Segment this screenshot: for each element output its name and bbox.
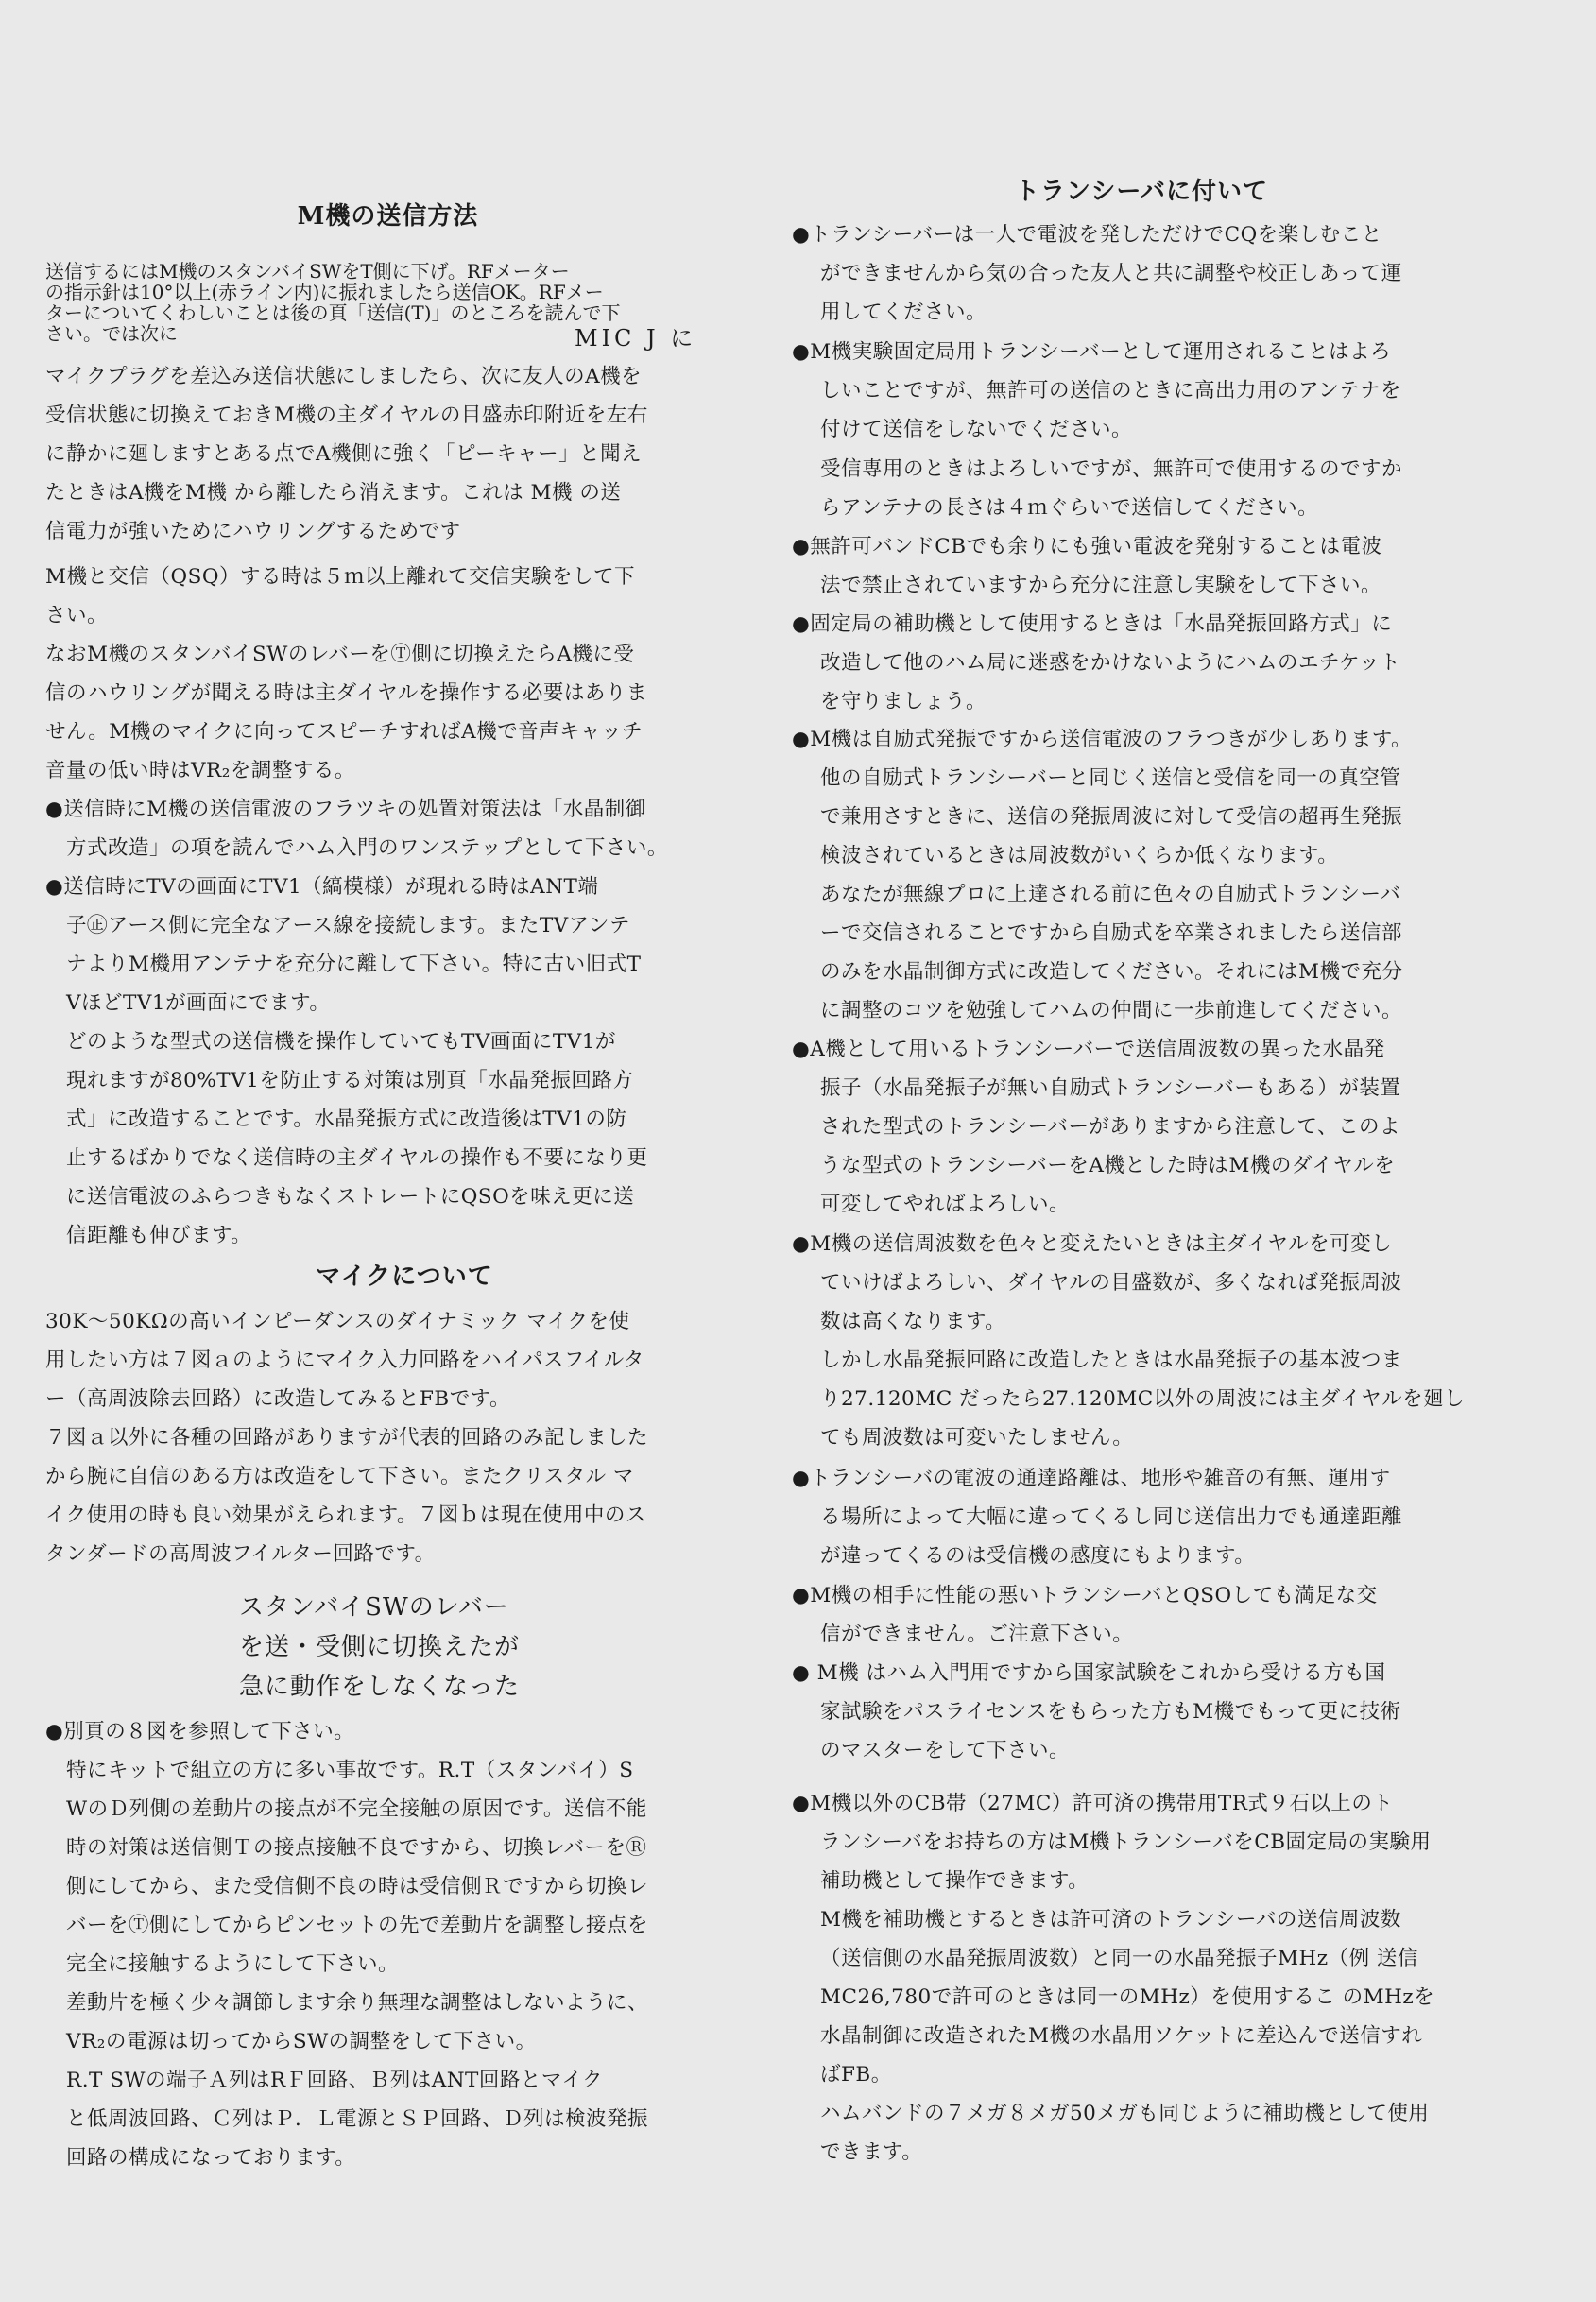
text-line: バーをⓉ側にしてからピンセットの先で差動片を調整し接点を <box>66 1914 649 1937</box>
bullet-fixed-station <box>792 333 1491 449</box>
text-line: 数は高くなります。 <box>820 1310 1006 1333</box>
text-line: ●トランシーバの電波の通達路離は、地形や雑音の有無、運用す <box>792 1467 1391 1490</box>
text-line: 特にキットで組立の方に多い事故です。R.T（スタンバイ）S <box>66 1759 634 1782</box>
text-line: ●M機は自励式発振ですから送信電波のフラつきが少しあります。 <box>792 728 1413 751</box>
text-line: 用したい方は７図ａのようにマイク入力回路をハイパスフイルタ <box>45 1349 644 1372</box>
text-line: で兼用さすときに、送信の発振周波に対して受信の超再生発振 <box>820 805 1403 829</box>
text-line: せん。M機のマイクに向ってスピーチすればA機で音声キャッチ <box>45 720 644 744</box>
text-line: の指示針は10°以上(赤ライン内)に振れましたら送信OK。RFメー <box>45 282 604 302</box>
bullet-range <box>792 1459 1491 1575</box>
text-line: 付けて送信をしないでください。 <box>820 418 1133 441</box>
text-line: 現れますが80%TV1を防止する対策は別頁「水晶発振回路方 <box>66 1069 634 1092</box>
text-line: る場所によって大幅に違ってくるし同じ送信出力でも通達距離 <box>820 1505 1403 1529</box>
text-line: 信のハウリングが聞える時は主ダイヤルを操作する必要はありま <box>45 681 647 705</box>
text-line: VR₂の電源は切ってからSWの調整をして下さい。 <box>66 2030 537 2053</box>
text-line: 他の自励式トランシーバーと同じく送信と受信を同一の真空管 <box>820 766 1401 790</box>
text-line: なおM機のスタンバイSWのレバーをⓉ側に切換えたらA機に受 <box>45 643 635 666</box>
text-line: 受信状態に切換えておきM機の主ダイヤルの目盛赤印附近を左右 <box>45 404 648 427</box>
text-line: ●M機実験固定局用トランシーバーとして運用されることはよろ <box>792 340 1392 364</box>
text-line: ランシーバをお持ちの方はM機トランシーバをCB固定局の実験用 <box>820 1830 1432 1854</box>
bullet-ham-entry <box>792 1654 1491 1770</box>
text-line: 差動片を極く少々調節します余り無理な調整はしないように、 <box>66 1991 649 2015</box>
text-line: ー（高周波除去回路）に改造してみるとFBです。 <box>45 1387 510 1411</box>
text-line: ハムバンドの７メガ８メガ50メガも同じように補助機として使用 <box>820 2102 1430 2125</box>
text-line: ●送信時にTVの画面にTV1（縞模様）が現れる時はANT端 <box>45 875 599 899</box>
text-line: 完全に接触するようにして下さい。 <box>66 1952 400 1976</box>
text-line: ●トランシーバーは一人で電波を発しただけでCQを楽しむこと <box>792 223 1382 247</box>
text-line: ーで交信されることですから自励式を卒業されましたら送信部 <box>820 921 1403 945</box>
heading-line: スタンバイSWのレバー <box>239 1593 509 1622</box>
text-line: 受信専用のときはよろしいですが、無許可で使用するのですか <box>820 457 1403 481</box>
text-line: から腕に自信のある方は改造をして下さい。またクリスタル マ <box>45 1465 634 1488</box>
text-line: ●M機以外のCB帯（27MC）許可済の携帯用TR式９石以上のト <box>792 1792 1394 1815</box>
text-line: 回路の構成になっております。 <box>66 2146 356 2170</box>
paragraph-switch-fix <box>45 1712 730 2177</box>
text-line: さい。 <box>45 604 109 627</box>
text-line: ●M機の送信周波数を色々と変えたいときは主ダイヤルを可変し <box>792 1232 1393 1256</box>
text-line: ナよりM機用アンテナを充分に離して下さい。特に古い旧式T <box>66 953 642 976</box>
text-line: 30K〜50KΩの高いインピーダンスのダイナミック マイクを使 <box>45 1310 630 1333</box>
bullet-tvi <box>45 868 730 1255</box>
text-line: 可変してやればよろしい。 <box>820 1193 1071 1216</box>
text-line: 止するばかりでなく送信時の主ダイヤルの操作も不要になり更 <box>66 1146 648 1170</box>
paragraph-crystal-upgrade <box>792 875 1491 1030</box>
section-heading-transceiver: トランシーバに付いて <box>1014 178 1269 206</box>
text-line: 信ができません。ご注意下さい。 <box>820 1623 1134 1646</box>
text-line: 信距離も伸びます。 <box>66 1224 252 1247</box>
text-line: に送信電波のふらつきもなくストレートにQSOを味え更に送 <box>66 1185 635 1209</box>
text-line: 送信するにはM機のスタンバイSWをT側に下げ。RFメーター <box>45 261 570 282</box>
text-line: さい。では次に <box>45 323 178 344</box>
text-line: が違ってくるのは受信機の感度にもよります。 <box>820 1544 1256 1568</box>
text-line: された型式のトランシーバーがありますから注意して、このよ <box>820 1115 1400 1139</box>
heading-line: 急に動作をしなくなった <box>239 1673 521 1701</box>
text-line: MC26,780で許可のときは同一のMHz）を使用するこ のMHzを <box>820 1985 1435 2009</box>
text-line: 検波されているときは周波数がいくらか低くなります。 <box>820 844 1339 868</box>
text-line: ●固定局の補助機として使用するときは「水晶発振回路方式」に <box>792 612 1393 636</box>
paragraph-standby-switch <box>45 635 730 790</box>
text-line: VほどTV1が画面にでます。 <box>66 991 331 1015</box>
text-line: のマスターをして下さい。 <box>820 1739 1071 1762</box>
text-line: ● M機 はハム入門用ですから国家試験をこれから受ける方も国 <box>792 1661 1386 1685</box>
text-line: うな型式のトランシーバーをA機とした時はM機のダイヤルを <box>820 1154 1396 1177</box>
text-line: マイクプラグを差込み送信状態にしましたら、次に友人のA機を <box>45 365 643 388</box>
heading-line: を送・受側に切換えたが <box>239 1633 521 1661</box>
text-line: ●別頁の８図を参照して下さい。 <box>45 1720 355 1744</box>
text-line: ができませんから気の合った友人と共に調整や校正しあって運 <box>820 262 1402 285</box>
text-line: 音量の低い時はVR₂を調整する。 <box>45 759 355 782</box>
bullet-auxiliary-etiquette <box>792 605 1491 721</box>
text-line: り27.120MC だったら27.120MC以外の周波には主ダイヤルを廻し <box>820 1387 1466 1411</box>
text-line: （送信側の水晶発振周波数）と同一の水晶発振子MHz（例 送信 <box>820 1947 1418 1970</box>
mic-j-label: MIC J に <box>575 325 697 352</box>
text-line: のみを水晶制御方式に改造してください。それにはM機で充分 <box>820 960 1403 984</box>
text-line: できます。 <box>820 2140 923 2164</box>
text-line: ても周波数は可変いたしません。 <box>820 1426 1134 1450</box>
text-line: 子㊣アース側に完全なアース線を接続します。またTVアンテ <box>66 914 630 937</box>
bullet-self-excited <box>792 720 1491 875</box>
text-line: 式」に改造することです。水晶発振方式に改造後はTV1の防 <box>66 1108 627 1131</box>
text-line: に静かに廻しますとある点でA機側に強く「ピーキャー」と聞え <box>45 442 643 466</box>
bullet-cq <box>792 215 1491 332</box>
text-line: 信電力が強いためにハウリングするためです <box>45 520 461 543</box>
text-line: らアンテナの長さは４ｍぐらいで送信してください。 <box>820 496 1319 520</box>
text-line: 振子（水晶発振子が無い自励式トランシーバーもある）が装置 <box>820 1076 1401 1100</box>
paragraph-howling <box>45 357 730 551</box>
text-line: タンダードの高周波フイルター回路です。 <box>45 1542 436 1566</box>
text-line: イク使用の時も良い効果がえられます。７図ｂは現在使用中のス <box>45 1503 646 1527</box>
section-heading-switch-trouble <box>239 1588 520 1707</box>
bullet-frequency-change <box>792 1225 1491 1457</box>
text-line: あなたが無線プロに上達される前に色々の自励式トランシーバ <box>820 883 1401 906</box>
text-line: 時の対策は送信側Ｔの接点接触不良ですから、切換レバーをⓇ <box>66 1836 647 1860</box>
text-line: 用してください。 <box>820 301 987 324</box>
text-line: ●M機の相手に性能の悪いトランシーバとQSOしても満足な交 <box>792 1584 1378 1607</box>
text-line: どのような型式の送信機を操作していてもTV画面にTV1が <box>66 1030 616 1054</box>
text-line: ●無許可バンドCBでも余りにも強い電波を発射することは電波 <box>792 535 1382 558</box>
text-line: ７図ａ以外に各種の回路がありますが代表的回路のみ記しました <box>45 1426 649 1450</box>
section-heading-send-method: M機の送信方法 <box>297 202 479 231</box>
text-line: しかし水晶発振回路に改造したときは水晶発振子の基本波つま <box>820 1349 1403 1372</box>
text-line: 水晶制御に改造されたM機の水晶用ソケットに差込んで送信すれ <box>820 2024 1423 2048</box>
paragraph-receive-only <box>792 450 1491 527</box>
text-line: R.T SWの端子Ａ列はRＦ回路、Ｂ列はANT回路とマイク <box>66 2069 604 2092</box>
text-line: ●送信時にM機の送信電波のフラツキの処置対策法は「水晶制御 <box>45 798 646 821</box>
text-line: ばFB。 <box>820 2063 892 2087</box>
text-line: M機と交信（QSQ）する時は５ｍ以上離れて交信実験をして下 <box>45 565 635 589</box>
text-line: ていけばよろしい、ダイヤルの目盛数が、多くなれば発振周波 <box>820 1271 1402 1295</box>
text-line: 側にしてから、また受信側不良の時は受信側Ｒですから切換レ <box>66 1875 649 1898</box>
paragraph-qso-distance <box>45 558 730 635</box>
text-line: ●A機として用いるトランシーバーで送信周波数の異った水晶発 <box>792 1038 1385 1061</box>
text-line: と低周波回路、Ｃ列はＰ．Ｌ電源とＳＰ回路、Ｄ列は検波発振 <box>66 2107 649 2131</box>
bullet-a-machine-crystal <box>792 1030 1491 1224</box>
section-heading-microphone: マイクについて <box>316 1263 493 1291</box>
bullet-drift-countermeasure <box>45 790 730 868</box>
text-line: たときはA機をM機 から離したら消えます。これは M機 の送 <box>45 481 622 505</box>
text-line: しいことですが、無許可の送信のときに高出力用のアンテナを <box>820 379 1402 403</box>
text-line: WのＤ列側の差動片の接点が不完全接触の原因です。送信不能 <box>66 1797 647 1821</box>
text-line: 補助機として操作できます。 <box>820 1869 1090 1893</box>
text-line: 改造して他のハム局に迷惑をかけないようにハムのエチケット <box>820 651 1401 675</box>
text-line: 方式改造」の項を読んでハム入門のワンステップとして下さい。 <box>66 836 668 860</box>
text-line: ターについてくわしいことは後の頁「送信(T)」のところを読んで下 <box>45 302 621 323</box>
text-line: 法で禁止されていますから充分に注意し実験をして下さい。 <box>820 574 1382 597</box>
paragraph-microphone <box>45 1302 730 1573</box>
text-line: に調整のコツを勉強してハムの仲間に一歩前進してください。 <box>820 999 1403 1022</box>
bullet-cb-auxiliary <box>792 1784 1491 2172</box>
text-line: を守りましょう。 <box>820 690 987 713</box>
text-line: M機を補助機とするときは許可済のトランシーバの送信周波数 <box>820 1908 1401 1932</box>
bullet-unlicensed-cb <box>792 527 1491 605</box>
text-line: 家試験をパスライセンスをもらった方もM機でもって更に技術 <box>820 1700 1401 1724</box>
bullet-poor-partner <box>792 1576 1491 1654</box>
